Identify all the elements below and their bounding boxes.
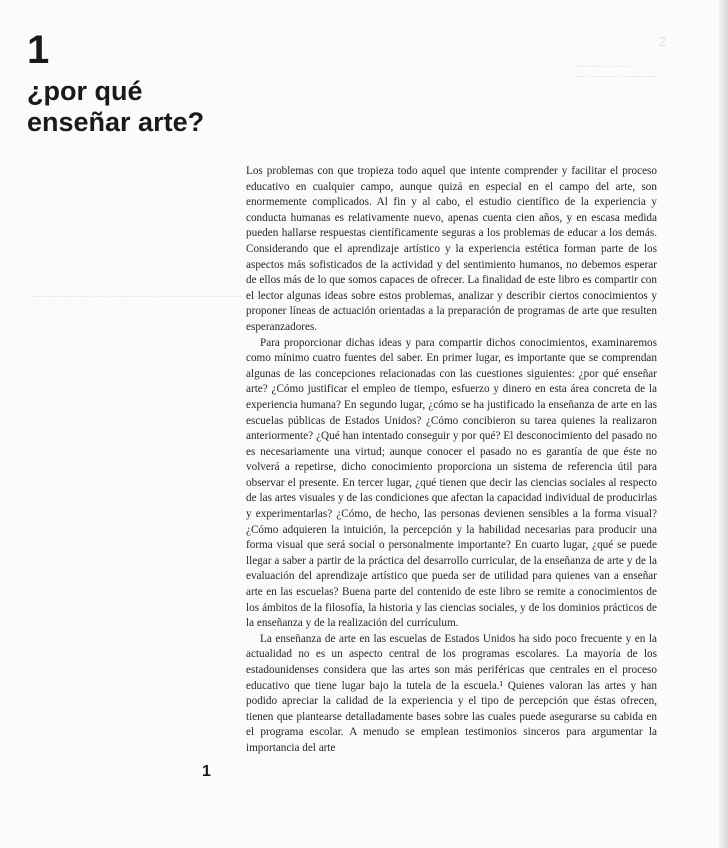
bleed-through-mark: ───── ─ ─── ── ───── ───────	[574, 62, 658, 81]
paragraph: Para proporcionar dichas ideas y para compartir dichos conocimientos, examinaremos como mínimo cuatro fuentes del saber. En primer lugar, es importante que se comprendan algunas de las concepciones relacionadas con las cuestiones siguientes: ¿por qué enseñar arte? ¿Cómo justificar el empleo de tiempo, esfuerzo y dinero en esta área concreta de la experiencia humana? En segundo lugar, ¿cómo se ha justificado la enseñanza de arte en las escuelas públicas de Estados Unidos? ¿Cómo concibieron su tarea quienes la realizaron anteriormente? ¿Qué han intentado conseguir y por qué? El desconocimiento del pasado no es necesariamente una virtud; aunque conocer el pasado no es garantía de que éste no volverá a repetirse, dicho conocimiento proporciona un sistema de referencia útil para observar el presente. En tercer lugar, ¿qué tienen que decir las ciencias sociales al respecto de las artes visuales y de las condiciones que afectan la capacidad individual de producirlas y experimentarlas? ¿Cómo, de hecho, las personas devienen sensibles a la forma visual? ¿Cómo adquieren la intuición, la percepción y la habilidad necesarias para producir una forma visual que será social o personalmente importante? En cuarto lugar, ¿qué se puede llegar a saber a partir de la práctica del desarrollo curricular, de la enseñanza de arte y de la evaluación del aprendizaje artístico que pueda ser de utilidad para quienes van a enseñar arte en las escuelas? Buena parte del contenido de este libro se remite a conocimientos de los ámbitos de la filosofía, la historia y las ciencias sociales, y de los dominios prácticos de la enseñanza y de la realización del currículum.	[246, 336, 657, 630]
page-edge-shadow	[719, 0, 728, 848]
paragraph: Los problemas con que tropieza todo aquel que intente comprender y facilitar el proceso educativo en cualquier campo, aunque quizá en especial en el campo del arte, son enormemente complicados. Al fin y al cabo, el estudio científico de la experiencia y conducta humanas es relativamente nuevo, apenas cuenta cien años, y en escasa medida pueden hallarse respuestas científicamente seguras a los problemas de educar a los demás. Considerando que el aprendizaje artístico y la experiencia estética forman parte de los aspectos más sofisticados de la actividad y del sentimiento humanos, no debemos esperar de ellos más de lo que somos capaces de ofrecer. La finalidad de este libro es compartir con el lector algunas ideas sobre estos problemas, analizar y describir ciertos conocimientos y proponer líneas de actuación orientadas a la preparación de programas de arte que resulten esperanzadores.	[246, 165, 657, 333]
bleed-through-mark: 2	[658, 34, 666, 49]
paragraph: La enseñanza de arte en las escuelas de Estados Unidos ha sido poco frecuente y en la actualidad no es un aspecto central de los programas escolares. La mayoría de los estadounidenses considera que las artes son más periféricas que centrales en el proceso educativo que tiene lugar bajo la tutela de la escuela.¹ Quienes valoran las artes y han podido apreciar la calidad de la experiencia y el tipo de percepción que éstas ofrecen, tienen que plantearse detalladamente bases sobre las cuales puede asegurarse su cabida en el programa escolar. A menudo se emplean testimonios sinceros para argumentar la importancia del arte	[246, 632, 657, 754]
body-text	[246, 164, 657, 757]
chapter-number: 1	[27, 28, 50, 72]
page-number: 1	[202, 763, 211, 780]
chapter-title: ¿por qué enseñar arte?	[27, 76, 205, 137]
bleed-through-mark: ─────────── ── ────── ── ─────────────── ─── ───	[30, 292, 282, 301]
